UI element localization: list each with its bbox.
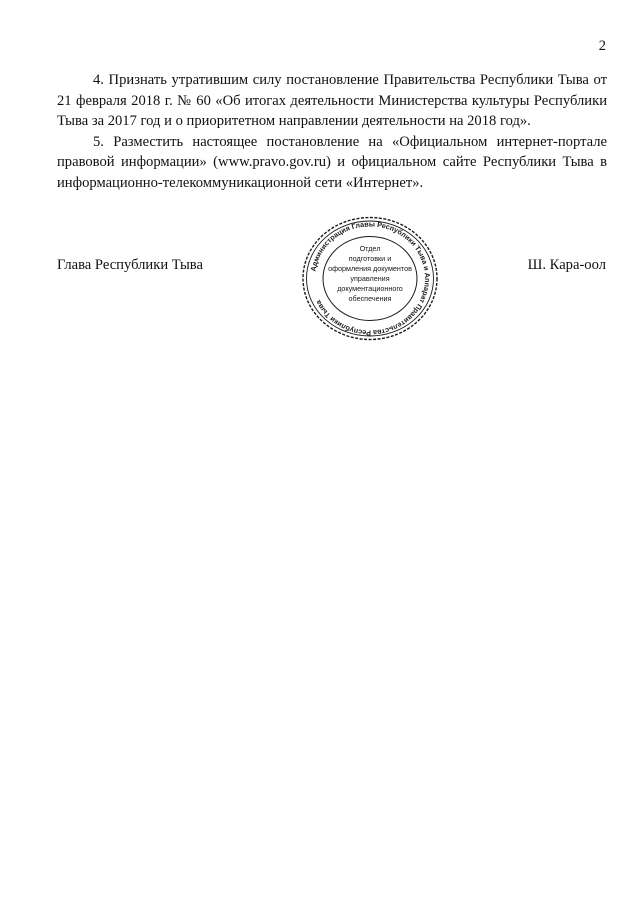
document-body [57, 70, 607, 194]
page-number: 2 [598, 38, 606, 54]
seal-center-line: подготовки и [348, 254, 392, 263]
seal-center-text [328, 244, 412, 303]
seal-center-line: обеспечения [348, 294, 392, 303]
paragraph-5: 5. Разместить настоящее постановление на «Официальном интернет-портале правовой информации» (www.pravo.gov.ru) и официальном сайте Республики Тыва в информационно-телекоммуникационной сети «Интернет». [57, 133, 607, 191]
seal-center-line: Отдел [359, 244, 381, 253]
seal-center-line: управления [350, 274, 390, 283]
signatory-name: Ш. Кара-оол [527, 257, 606, 273]
seal-graphic [300, 215, 440, 342]
seal-ring-text: Администрация Главы Республики Тыва и Аппарат Правительства Республики Тыва [308, 219, 433, 338]
signatory-position: Глава Республики Тыва [57, 257, 203, 273]
paragraph-4: 4. Признать утратившим силу постановление Правительства Республики Тыва от 21 февраля 2018 г. № 60 «Об итогах деятельности Министерства культуры Республики Тыва за 2017 год и о приоритетном направлении деятельности на 2018 год». [57, 72, 607, 130]
official-seal-stamp [300, 215, 440, 342]
seal-center-line: оформления документов [328, 264, 412, 273]
seal-center-line: документационного [337, 284, 403, 293]
